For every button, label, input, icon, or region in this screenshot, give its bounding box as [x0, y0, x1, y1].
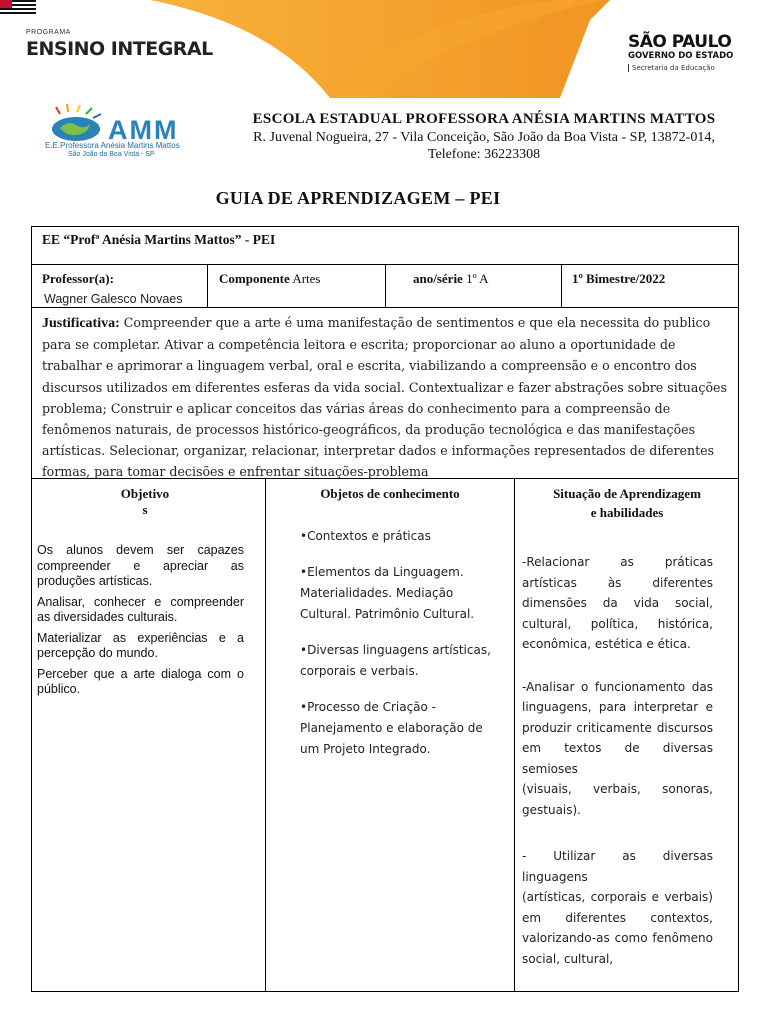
page-title: GUIA DE APRENDIZAGEM – PEI	[215, 188, 501, 208]
professor-name: Wagner Galesco Novaes	[44, 292, 183, 306]
list-item: •Contextos e práticas	[300, 529, 431, 543]
grade-value: 1º A	[466, 271, 489, 286]
list-item: (artísticas, corporais e verbais) em diferentes contextos, valorizando-as como fenômeno social, cultural,	[522, 890, 713, 966]
header-banner	[0, 0, 768, 98]
school-info	[214, 110, 754, 163]
grade-cell	[413, 271, 489, 287]
list-item: •Processo de Criação - Planejamento e elaboração de um Projeto Integrado.	[300, 700, 483, 756]
table-divider	[514, 478, 515, 992]
school-address: R. Juvenal Nogueira, 27 - Vila Conceição, São João da Boa Vista - SP, 13872-014,	[253, 130, 715, 145]
objectives-header-line1: Objetivo	[120, 486, 170, 501]
table-divider	[385, 264, 386, 307]
table-divider	[265, 478, 266, 992]
list-item: Perceber que a arte dialoga com o público.	[37, 666, 244, 696]
list-item: •Diversas linguagens artísticas, corporais e verbais.	[300, 643, 491, 678]
school-logo-subtitle: E.E.Professora Anésia Martins Mattos	[45, 141, 180, 150]
justification-label: Justificativa:	[42, 316, 120, 331]
table-divider	[207, 264, 208, 307]
list-item: Analisar, conhecer e compreender as diversidades culturais.	[37, 594, 244, 624]
list-item: •Elementos da Linguagem. Materialidades. Mediação Cultural. Patrimônio Cultural.	[300, 565, 475, 621]
school-name: ESCOLA ESTADUAL PROFESSORA ANÉSIA MARTINS MATTOS	[252, 111, 716, 127]
objectives-header	[70, 484, 220, 517]
list-item: -Analisar o funcionamento das linguagens, para interpretar e produzir criticamente discursos em textos de diversas semioses	[522, 679, 713, 776]
justification-text: Compreender que a arte é uma manifestação de sentimentos e que ela necessita do publico para se completar. Ativar a competência leitora e escrita; proporcionar ao aluno a oportunidade de trabalhar e aprimorar a linguagem verbal, oral e escrita, viabilizando a compreensão e o encontro dos discursos utilizados em diferentes esferas da vida social. Contextualizar e fazer abstrações sobre situações problema; Construir e aplicar conceitos das várias áreas do conhecimento para a compreensão de fenômenos naturais, de processos histórico-geográficos, da produção tecnológica e das manifestações artísticas. Selecionar, organizar, relacionar, interpretar dados e informações representados de diferentes formas, para tomar decisões e enfrentar situações-problema	[42, 315, 727, 480]
school-logo-city: São João da Boa Vista - SP	[68, 151, 155, 158]
knowledge-header: Objetos de conhecimento	[320, 486, 460, 501]
grade-label: ano/série	[413, 271, 463, 286]
table-divider	[31, 307, 739, 308]
knowledge-list	[300, 526, 495, 775]
list-item: - Utilizar as diversas linguagens	[522, 849, 713, 884]
professor-label: Professor(a):	[42, 271, 114, 286]
objectives-list	[37, 543, 244, 703]
list-item: Os alunos devem ser capazes compreender e apreciar as produções artísticas.	[37, 543, 244, 588]
component-label: Componente	[219, 271, 290, 286]
table-divider	[561, 264, 562, 307]
period-label: 1º Bimestre/2022	[572, 271, 666, 286]
school-phone: Telefone: 36223308	[427, 147, 541, 162]
sp-government-logo	[628, 34, 733, 72]
situations-list	[522, 552, 713, 983]
school-row-label: EE “Profª Anésia Martins Mattos” - PEI	[42, 232, 276, 247]
program-label: PROGRAMA	[26, 29, 71, 36]
sp-secretariat-label: Secretaria da Educação	[628, 64, 733, 72]
list-item: -Relacionar as práticas artísticas às diferentes dimensões da vida social, cultural, política, histórica, econômica, estética e ética.	[522, 555, 713, 651]
component-value: Artes	[292, 271, 321, 286]
list-item: (visuais, verbais, sonoras, gestuais).	[522, 782, 713, 817]
situation-header-line2: e habilidades	[590, 505, 664, 520]
justification	[42, 312, 732, 483]
objectives-header-line2: s	[142, 502, 148, 517]
situation-header-line1: Situação de Aprendizagem	[553, 486, 701, 501]
situation-header	[515, 484, 739, 522]
list-item: Materializar as experiências e a percepção do mundo.	[37, 630, 244, 660]
component-cell	[219, 271, 321, 287]
sp-government-label: GOVERNO DO ESTADO	[628, 51, 734, 61]
sp-state-name: SÃO PAULO	[628, 32, 732, 52]
sp-flag-icon	[0, 0, 36, 14]
school-logo-acronym: AMM	[108, 115, 179, 145]
program-name: ENSINO INTEGRAL	[26, 38, 213, 60]
